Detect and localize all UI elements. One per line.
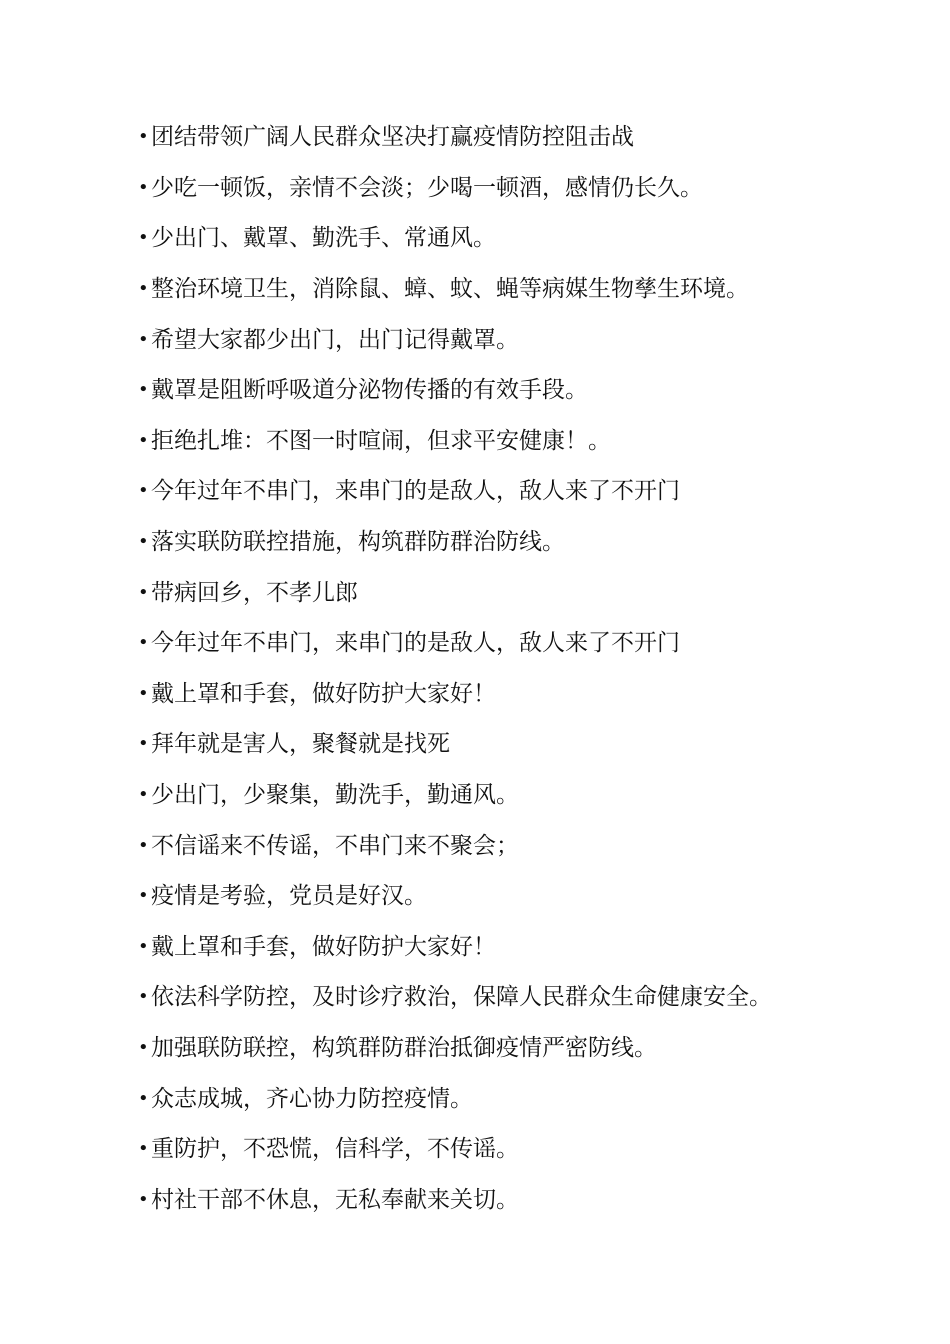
list-item — [138, 820, 918, 871]
list-item — [138, 972, 918, 1023]
bullet-icon: • — [138, 632, 149, 654]
bullet-icon: • — [138, 986, 149, 1008]
bullet-icon: • — [138, 176, 149, 198]
bullet-icon: • — [138, 1036, 149, 1058]
list-item — [138, 314, 918, 365]
bullet-icon: • — [138, 885, 149, 907]
bullet-icon: • — [138, 834, 149, 856]
list-item-text: 今年过年不串门，来串门的是敌人，敌人来了不开门 — [151, 478, 680, 505]
bullet-icon: • — [138, 1087, 149, 1109]
list-item-text: 重防护，不恐慌，信科学，不传谣。 — [151, 1136, 519, 1163]
list-item — [138, 365, 918, 416]
list-item-text: 希望大家都少出门，出门记得戴罩。 — [151, 326, 519, 353]
list-item — [138, 1174, 918, 1225]
list-item-text: 落实联防联控措施，构筑群防群治防线。 — [151, 529, 565, 556]
list-item-text: 众志成城，齐心协力防控疫情。 — [151, 1085, 473, 1112]
bullet-icon: • — [138, 328, 149, 350]
list-item-text: 拒绝扎堆：不图一时喧闹，但求平安健康！。 — [151, 427, 611, 454]
bullet-icon: • — [138, 429, 149, 451]
list-item — [138, 669, 918, 720]
list-item — [138, 1023, 918, 1074]
bullet-icon: • — [138, 784, 149, 806]
list-item-text: 戴罩是阻断呼吸道分泌物传播的有效手段。 — [151, 377, 588, 404]
list-item — [138, 770, 918, 821]
bullet-icon: • — [138, 278, 149, 300]
list-item-text: 拜年就是害人，聚餐就是找死 — [151, 731, 450, 758]
list-item-text: 加强联防联控，构筑群防群治抵御疫情严密防线。 — [151, 1034, 657, 1061]
list-item-text: 团结带领广阔人民群众坚决打赢疫情防控阻击战 — [151, 124, 634, 151]
list-item-text: 戴上罩和手套，做好防护大家好！ — [151, 680, 496, 707]
list-item — [138, 416, 918, 467]
list-item — [138, 1073, 918, 1124]
bullet-icon: • — [138, 1138, 149, 1160]
list-item-text: 少出门，少聚集，勤洗手，勤通风。 — [151, 782, 519, 809]
list-item — [138, 567, 918, 618]
list-item-text: 村社干部不休息，无私奉献来关切。 — [151, 1186, 519, 1213]
list-item — [138, 618, 918, 669]
list-item — [138, 922, 918, 973]
list-item — [138, 466, 918, 517]
bullet-icon: • — [138, 682, 149, 704]
list-item-text: 戴上罩和手套，做好防护大家好！ — [151, 933, 496, 960]
bullet-icon: • — [138, 733, 149, 755]
list-item-text: 今年过年不串门，来串门的是敌人，敌人来了不开门 — [151, 630, 680, 657]
list-item-text: 少吃一顿饭，亲情不会淡；少喝一顿酒，感情仍长久。 — [151, 174, 703, 201]
list-item-text: 疫情是考验，党员是好汉。 — [151, 883, 427, 910]
list-item — [138, 1124, 918, 1175]
list-item — [138, 163, 918, 214]
list-item-text: 少出门、戴罩、勤洗手、常通风。 — [151, 225, 496, 252]
bullet-icon: • — [138, 480, 149, 502]
slogan-list — [138, 112, 918, 1225]
list-item-text: 带病回乡，不孝儿郎 — [151, 579, 358, 606]
bullet-icon: • — [138, 935, 149, 957]
list-item-text: 整治环境卫生，消除鼠、蟑、蚊、蝇等病媒生物孳生环境。 — [151, 276, 749, 303]
list-item — [138, 719, 918, 770]
list-item-text: 依法科学防控，及时诊疗救治，保障人民群众生命健康安全。 — [151, 984, 772, 1011]
list-item — [138, 517, 918, 568]
bullet-icon: • — [138, 379, 149, 401]
bullet-icon: • — [138, 581, 149, 603]
list-item-text: 不信谣来不传谣，不串门来不聚会； — [151, 832, 519, 859]
bullet-icon: • — [138, 1188, 149, 1210]
bullet-icon: • — [138, 531, 149, 553]
list-item — [138, 264, 918, 315]
bullet-icon: • — [138, 227, 149, 249]
bullet-icon: • — [138, 126, 149, 148]
list-item — [138, 112, 918, 163]
list-item — [138, 871, 918, 922]
list-item — [138, 213, 918, 264]
